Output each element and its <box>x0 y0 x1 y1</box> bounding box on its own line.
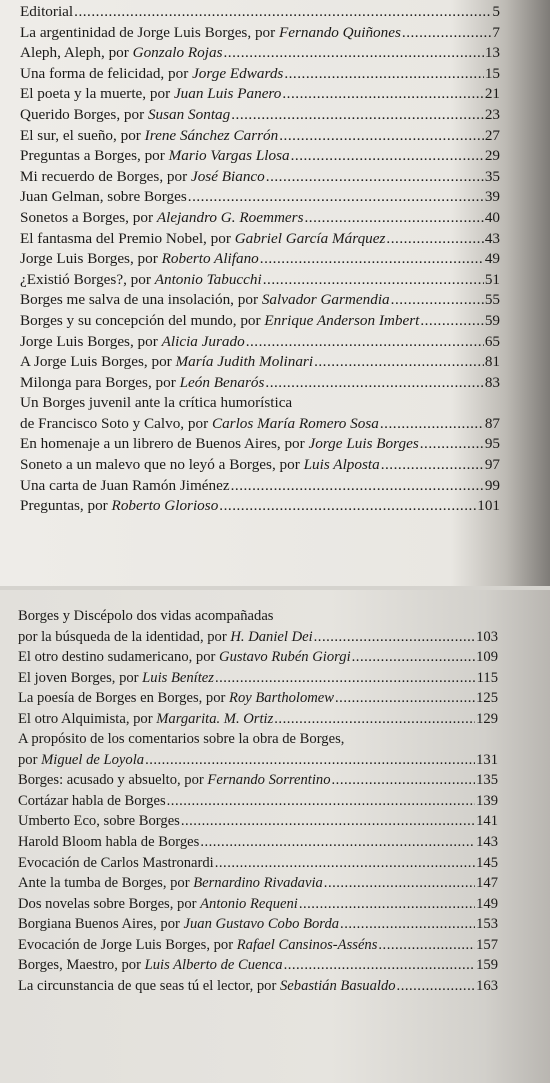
entry-title <box>20 84 281 105</box>
dot-leader <box>266 167 484 188</box>
contents-list <box>20 2 500 517</box>
entry-title-text: por la búsqueda de la identidad, por <box>18 628 231 645</box>
entry-title-text: Borges y su concepción del mundo, por <box>20 311 265 329</box>
entry-row <box>20 23 500 44</box>
entry-page-number: 49 <box>484 250 500 268</box>
entry-title <box>20 373 264 394</box>
entry-row <box>18 976 498 997</box>
entry-title <box>20 496 218 517</box>
entry-title <box>18 914 339 935</box>
contents-entry <box>20 126 500 147</box>
entry-row <box>20 352 500 373</box>
dot-leader <box>145 750 475 771</box>
entry-title-text: Editorial <box>20 3 74 20</box>
entry-title-text: El joven Borges, por <box>18 669 143 686</box>
dot-leader <box>181 811 475 832</box>
entry-page-number: 159 <box>476 957 498 974</box>
contents-entry <box>20 373 500 394</box>
dot-leader <box>304 208 483 229</box>
dot-leader <box>215 668 476 689</box>
entry-author: León Benarós <box>179 373 265 391</box>
entry-author: Miguel de Loyola <box>41 751 145 768</box>
entry-row <box>20 414 500 435</box>
entry-title-text: Una forma de felicidad, por <box>20 64 193 82</box>
entry-author: Irene Sánchez Carrón <box>144 126 279 144</box>
entry-row <box>20 84 500 105</box>
entry-page-number: 43 <box>484 229 500 247</box>
entry-title-text: Aleph, Aleph, por <box>20 44 133 62</box>
dot-leader <box>246 332 484 353</box>
dot-leader <box>291 146 484 167</box>
entry-page-number: 55 <box>484 291 500 309</box>
dot-leader <box>332 770 476 791</box>
entry-row <box>20 43 500 64</box>
dot-leader <box>74 2 491 23</box>
entry-title <box>20 270 262 291</box>
contents-entry <box>20 434 500 455</box>
contents-entry <box>20 393 500 434</box>
entry-author: Jorge Luis Borges <box>308 435 419 453</box>
entry-row <box>20 455 500 476</box>
entry-row <box>20 270 500 291</box>
dot-leader <box>284 64 483 85</box>
entry-title-text: Jorge Luis Borges, por <box>20 250 162 268</box>
entry-title-text: Preguntas, por <box>20 497 112 515</box>
contents-entry <box>20 208 500 229</box>
entry-author: Gonzalo Rojas <box>132 44 223 62</box>
contents-list <box>18 606 498 996</box>
entry-title-text: Dos novelas sobre Borges, por <box>18 895 201 912</box>
entry-row <box>20 126 500 147</box>
entry-page-number: 81 <box>484 353 500 371</box>
entry-row <box>18 853 498 874</box>
dot-leader <box>391 290 484 311</box>
entry-author: Sebastián Basualdo <box>280 977 396 994</box>
dot-leader <box>279 126 484 147</box>
entry-title-text: El otro destino sudamericano, por <box>18 649 220 666</box>
entry-page-number: 27 <box>484 126 500 144</box>
entry-title <box>20 229 385 250</box>
entry-author: Roberto Glorioso <box>111 497 219 515</box>
entry-title <box>18 688 334 709</box>
dot-leader <box>260 249 484 270</box>
entry-author: Susan Sontag <box>147 105 231 123</box>
entry-title <box>18 853 214 874</box>
entry-author: Roy Bartholomew <box>229 690 335 707</box>
entry-author: Antonio Requeni <box>200 895 298 912</box>
contents-entry <box>20 187 500 208</box>
entry-title <box>20 332 245 353</box>
entry-row <box>20 476 500 497</box>
contents-entry <box>18 791 498 812</box>
dot-leader <box>380 414 484 435</box>
contents-entry <box>18 647 498 668</box>
entry-author: Bernardino Rivadavia <box>193 875 323 892</box>
entry-page-number: 141 <box>476 813 498 830</box>
contents-entry <box>20 64 500 85</box>
dot-leader <box>263 270 484 291</box>
contents-entry <box>20 455 500 476</box>
dot-leader <box>397 976 476 997</box>
entry-row <box>20 229 500 250</box>
dot-leader <box>402 23 492 44</box>
entry-author: María Judith Molinari <box>175 353 314 371</box>
entry-title-text: de Francisco Soto y Calvo, por <box>20 414 212 432</box>
entry-title-text: ¿Existió Borges?, por <box>20 270 155 288</box>
entry-author: Gabriel García Márquez <box>234 229 386 247</box>
entry-title-text: Jorge Luis Borges, por <box>20 332 162 350</box>
entry-author: Luis Alberto de Cuenca <box>144 957 283 974</box>
entry-row <box>18 873 498 894</box>
contents-entry <box>20 332 500 353</box>
entry-page-number: 149 <box>476 895 498 912</box>
entry-title-text: El otro Alquimista, por <box>18 710 157 727</box>
entry-title-text: Juan Gelman, sobre Borges <box>20 188 187 206</box>
entry-title-text: Evocación de Carlos Mastronardi <box>18 854 214 871</box>
entry-title-text: Borges, Maestro, por <box>18 957 145 974</box>
contents-entry <box>18 914 498 935</box>
entry-author: Juan Gustavo Cobo Borda <box>183 916 340 933</box>
entry-page-number: 83 <box>484 373 500 391</box>
entry-title <box>18 832 199 853</box>
contents-entry <box>18 976 498 997</box>
entry-page-number: 59 <box>484 311 500 329</box>
entry-page-number: 39 <box>484 188 500 206</box>
dot-leader <box>167 791 475 812</box>
entry-title <box>18 811 180 832</box>
entry-title <box>18 750 144 771</box>
entry-title <box>18 647 351 668</box>
entry-author: Luis Benítez <box>142 669 214 686</box>
entry-title <box>20 476 230 497</box>
entry-page-number: 157 <box>476 936 498 953</box>
entry-title-text: Borges: acusado y absuelto, por <box>18 772 208 789</box>
dot-leader <box>200 832 475 853</box>
dot-leader <box>324 873 475 894</box>
entry-title-text: Mi recuerdo de Borges, por <box>20 167 191 185</box>
entry-title-text: La circunstancia de que seas tú el lector, por <box>18 977 280 994</box>
contents-entry <box>18 811 498 832</box>
entry-title-text: Sonetos a Borges, por <box>20 208 157 226</box>
contents-entry <box>18 688 498 709</box>
dot-leader <box>352 647 475 668</box>
entry-title-text: Una carta de Juan Ramón Jiménez <box>20 476 230 494</box>
contents-entry <box>20 2 500 23</box>
entry-title-text: Harold Bloom habla de Borges <box>18 834 200 851</box>
entry-title <box>20 352 313 373</box>
entry-author: Roberto Alifano <box>161 250 259 268</box>
entry-page-number: 15 <box>484 64 500 82</box>
entry-page-number: 143 <box>476 834 498 851</box>
entry-title-text: por <box>18 751 42 768</box>
entry-page-number: 40 <box>484 208 500 226</box>
entry-author: Alicia Jurado <box>161 332 245 350</box>
entry-row <box>18 750 498 771</box>
entry-row <box>18 791 498 812</box>
entry-title <box>20 126 278 147</box>
entry-row <box>18 627 498 648</box>
entry-page-number: 51 <box>484 270 500 288</box>
dot-leader <box>420 311 483 332</box>
contents-entry <box>18 606 498 647</box>
contents-entry <box>20 43 500 64</box>
contents-entry <box>20 167 500 188</box>
contents-entry <box>18 729 498 770</box>
contents-entry <box>20 476 500 497</box>
entry-row <box>20 2 500 23</box>
contents-entry <box>18 853 498 874</box>
contents-entry <box>20 496 500 517</box>
entry-page-number: 21 <box>484 85 500 103</box>
contents-entry <box>20 311 500 332</box>
entry-title <box>20 455 380 476</box>
dot-leader <box>274 709 475 730</box>
entry-title-text: La poesía de Borges en Borges, por <box>18 690 230 707</box>
entry-page-number: 87 <box>484 414 500 432</box>
entry-page-number: 131 <box>476 751 498 768</box>
entry-author: Mario Vargas Llosa <box>168 147 290 165</box>
entry-author: Jorge Edwards <box>192 64 284 82</box>
entry-title-text: Ante la tumba de Borges, por <box>18 875 194 892</box>
entry-row <box>18 914 498 935</box>
entry-row <box>20 249 500 270</box>
dot-leader <box>231 105 484 126</box>
entry-title-text: El sur, el sueño, por <box>20 126 145 144</box>
entry-page-number: 145 <box>476 854 498 871</box>
dot-leader <box>386 229 483 250</box>
contents-entry <box>20 352 500 373</box>
entry-row <box>18 832 498 853</box>
dot-leader <box>340 914 475 935</box>
contents-entry <box>18 832 498 853</box>
contents-entry <box>18 709 498 730</box>
entry-author: Gustavo Rubén Giorgi <box>219 649 351 666</box>
dot-leader <box>219 496 476 517</box>
entry-author: Enrique Anderson Imbert <box>264 311 420 329</box>
contents-entry <box>18 894 498 915</box>
entry-title-text: Preguntas a Borges, por <box>20 147 169 165</box>
entry-author: Rafael Cansinos-Asséns <box>236 936 378 953</box>
entry-title <box>20 290 390 311</box>
entry-title <box>20 311 419 332</box>
entry-author: Salvador Garmendia <box>261 291 390 309</box>
entry-author: Margarita. M. Ortiz <box>156 710 274 727</box>
dot-leader <box>231 476 484 497</box>
entry-row <box>20 187 500 208</box>
dot-leader <box>284 955 476 976</box>
entry-title <box>20 64 283 85</box>
entry-row <box>20 332 500 353</box>
entry-page-number: 65 <box>484 332 500 350</box>
entry-row <box>18 668 498 689</box>
entry-page-number: 35 <box>484 167 500 185</box>
entry-title <box>18 770 331 791</box>
entry-page-number: 99 <box>484 476 500 494</box>
contents-entry <box>18 873 498 894</box>
entry-page-number: 101 <box>477 497 500 515</box>
entry-page-number: 7 <box>492 23 500 41</box>
entry-title-text: Cortázar habla de Borges <box>18 792 166 809</box>
entry-row <box>20 311 500 332</box>
entry-page-number: 129 <box>476 710 498 727</box>
contents-entry <box>20 146 500 167</box>
entry-title-text: Evocación de Jorge Luis Borges, por <box>18 936 237 953</box>
entry-row <box>20 167 500 188</box>
entry-title-text: Milonga para Borges, por <box>20 373 180 391</box>
entry-page-number: 139 <box>476 792 498 809</box>
entry-title <box>20 146 290 167</box>
entry-page-number: 23 <box>484 105 500 123</box>
entry-author: Fernando Quiñones <box>278 23 401 41</box>
contents-entry <box>20 23 500 44</box>
entry-title <box>20 434 419 455</box>
contents-entry <box>20 84 500 105</box>
entry-row <box>20 290 500 311</box>
entry-author: Alejandro G. Roemmers <box>156 208 304 226</box>
entry-row <box>18 688 498 709</box>
entry-page-number: 163 <box>476 977 498 994</box>
entry-row <box>20 373 500 394</box>
entry-title-text: La argentinidad de Jorge Luis Borges, por <box>20 23 279 41</box>
entry-title <box>18 627 313 648</box>
contents-entry <box>18 955 498 976</box>
contents-entry <box>18 770 498 791</box>
contents-entry <box>20 105 500 126</box>
entry-page-number: 153 <box>476 916 498 933</box>
entry-title-text: Umberto Eco, sobre Borges <box>18 813 180 830</box>
entry-row <box>18 935 498 956</box>
entry-page-number: 115 <box>476 669 498 686</box>
entry-page-number: 125 <box>476 690 498 707</box>
entry-author: Fernando Sorrentino <box>207 772 331 789</box>
entry-page-number: 147 <box>476 875 498 892</box>
entry-author: Carlos María Romero Sosa <box>211 414 379 432</box>
dot-leader <box>215 853 475 874</box>
entry-row <box>18 955 498 976</box>
entry-author: Luis Alposta <box>303 456 380 474</box>
entry-title <box>20 208 303 229</box>
contents-entry <box>20 290 500 311</box>
entry-title-text: Borges me salva de una insolación, por <box>20 291 262 309</box>
contents-entry <box>18 668 498 689</box>
entry-title <box>18 791 166 812</box>
entry-author: H. Daniel Dei <box>230 628 313 645</box>
dot-leader <box>420 434 484 455</box>
dot-leader <box>282 84 483 105</box>
entry-page-number: 103 <box>476 628 498 645</box>
dot-leader <box>314 627 475 648</box>
entry-row <box>18 709 498 730</box>
entry-author: José Bianco <box>190 167 265 185</box>
entry-row <box>18 811 498 832</box>
entry-title <box>20 167 265 188</box>
entry-title-text: Soneto a un malevo que no leyó a Borges, por <box>20 456 304 474</box>
entry-title <box>18 894 298 915</box>
entry-row <box>20 64 500 85</box>
entry-page-number: 109 <box>476 649 498 666</box>
dot-leader <box>381 455 484 476</box>
contents-entry <box>20 270 500 291</box>
entry-title <box>20 187 187 208</box>
contents-lower-section <box>0 586 550 1083</box>
entry-row <box>18 770 498 791</box>
entry-row <box>20 496 500 517</box>
entry-title-text: El fantasma del Premio Nobel, por <box>20 229 235 247</box>
entry-title <box>20 414 379 435</box>
entry-title-text: Borgiana Buenos Aires, por <box>18 916 184 933</box>
entry-author: Antonio Tabucchi <box>154 270 262 288</box>
dot-leader <box>335 688 475 709</box>
entry-title-text: A Jorge Luis Borges, por <box>20 353 176 371</box>
entry-page-number: 5 <box>492 3 500 20</box>
entry-title-text: Querido Borges, por <box>20 105 148 123</box>
entry-title <box>18 668 214 689</box>
entry-title <box>20 249 259 270</box>
entry-page-number: 97 <box>484 456 500 474</box>
entry-row <box>20 105 500 126</box>
dot-leader <box>378 935 475 956</box>
entry-page-number: 13 <box>484 44 500 62</box>
entry-row <box>20 208 500 229</box>
entry-page-number: 135 <box>476 772 498 789</box>
entry-title <box>18 873 323 894</box>
dot-leader <box>224 43 484 64</box>
entry-title-first-line: Borges y Discépolo dos vidas acompañadas <box>18 608 274 624</box>
contents-entry <box>20 229 500 250</box>
entry-title <box>20 105 230 126</box>
entry-title <box>18 935 377 956</box>
dot-leader <box>314 352 484 373</box>
entry-title <box>18 955 283 976</box>
entry-title <box>20 2 73 23</box>
entry-title <box>20 23 401 44</box>
entry-row <box>18 647 498 668</box>
entry-title <box>18 976 396 997</box>
entry-row <box>18 894 498 915</box>
entry-title <box>20 43 223 64</box>
entry-row <box>20 146 500 167</box>
entry-title-first-line: Un Borges juvenil ante la crítica humorística <box>20 394 293 412</box>
entry-author: Juan Luis Panero <box>173 85 282 103</box>
entry-title-text: En homenaje a un librero de Buenos Aires, por <box>20 435 309 453</box>
entry-page-number: 95 <box>484 435 500 453</box>
entry-row <box>20 434 500 455</box>
dot-leader <box>299 894 475 915</box>
entry-title <box>18 709 273 730</box>
dot-leader <box>188 187 484 208</box>
contents-entry <box>18 935 498 956</box>
entry-page-number: 29 <box>484 147 500 165</box>
entry-title-first-line: A propósito de los comentarios sobre la obra de Borges, <box>18 731 345 748</box>
contents-entry <box>20 249 500 270</box>
dot-leader <box>265 373 483 394</box>
entry-title-text: El poeta y la muerte, por <box>20 85 174 103</box>
